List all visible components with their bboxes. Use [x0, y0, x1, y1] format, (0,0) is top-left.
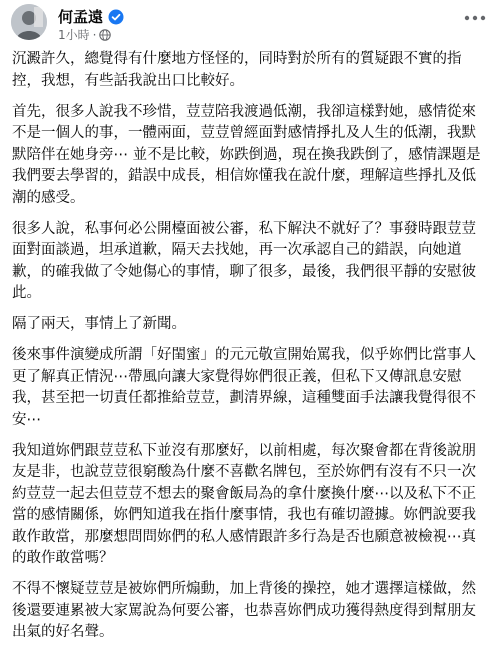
- author-name-row: [58, 6, 124, 27]
- post-paragraph: 我知道妳們跟荳荳私下並沒有那麼好，以前相處，每次聚會都在背後說朋友是非，也說荳荳很窮酸為什麼不喜歡名牌包，至於妳們有沒有不只一次約荳荳一起去但荳荳不想去的聚會飯局為的拿什麼換什麼⋯以及私下不正當的感情關係，妳們知道我在指什麼事情，我也有確切證據。妳們說要我敢作敢當，那麼想問問妳們的私人感情跟許多行為是否也願意被檢視⋯真的敢作敢當嗎？: [12, 442, 476, 566]
- more-options-icon[interactable]: [462, 8, 488, 28]
- post-paragraph: 很多人說，私事何必公開檯面被公審，私下解決不就好了？事發時跟荳荳面對面談過，坦承道歉，隔天去找她，再一次承認自己的錯誤，向她道歉，的確我做了令她傷心的事情，聊了很多，最後，我們很平靜的安慰彼此。: [12, 220, 476, 301]
- post-paragraph: 不得不懷疑荳荳是被妳們所煽動，加上背後的操控，她才選擇這樣做，然後還要連累被大家罵說為何要公審，也恭喜妳們成功獲得熱度得到幫朋友出氣的好名聲。: [12, 581, 476, 640]
- post-paragraph: 後來事件演變成所謂「好閨蜜」的元元敬宣開始罵我，似乎妳們比當事人更了解真正情況⋯帶風向讓大家覺得妳們很正義，但私下又傳訊息安慰我，甚至把一切責任都推給荳荳，劃清界線，這種雙面手法讓我覺得很不安⋯: [12, 347, 476, 428]
- post-time[interactable]: 1小時: [58, 28, 90, 42]
- verified-badge-icon: [108, 9, 124, 25]
- meta-separator: ·: [92, 27, 97, 42]
- post-paragraph: 首先，很多人說我不珍惜，荳荳陪我渡過低潮，我卻這樣對她，感情從來不是一個人的事，一體兩面，荳荳曾經面對感情掙扎及人生的低潮，我默默陪伴在她身旁⋯ 並不是比較，妳跌倒過，現在換我跌倒了，感情課題是我們要去學習的，錯誤中成長，相信妳懂我在說什麼，理解這些掙扎及低潮的感受。: [12, 103, 481, 206]
- post-body: [12, 49, 490, 653]
- post-header: [0, 0, 499, 44]
- globe-icon[interactable]: [99, 29, 111, 41]
- post-meta: [58, 26, 111, 43]
- author-avatar[interactable]: [11, 4, 47, 40]
- author-name[interactable]: 何孟遠: [58, 8, 104, 26]
- avatar-image: [11, 4, 47, 40]
- post-paragraph: 沉澱許久，總覺得有什麼地方怪怪的，同時對於所有的質疑跟不實的指控，我想，有些話我說出口比較好。: [12, 51, 462, 89]
- post-paragraph: 隔了兩天，事情上了新聞。: [12, 316, 186, 332]
